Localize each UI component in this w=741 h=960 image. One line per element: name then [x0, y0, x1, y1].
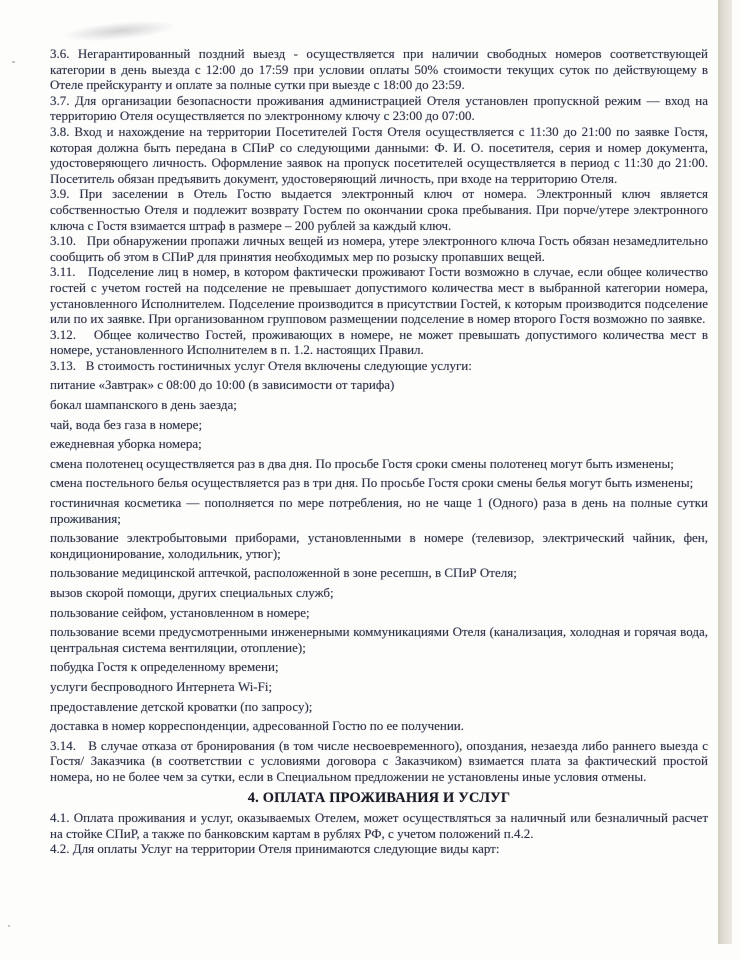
scan-speck-artifact: [8, 925, 10, 927]
service-item-safe: пользование сейфом, установленном в номере;: [50, 604, 310, 620]
clause-3-7: 3.7. Для организации безопасности проживания администрацией Отеля установлен пропускной режим — вход на территорию Отеля осуществляется по электронному ключу с 23:00 до 07:00.: [50, 92, 708, 124]
clause-4-2: 4.2. Для оплаты Услуг на территории Отеля принимаются следующие виды карт:: [50, 841, 500, 857]
service-item-champagne: бокал шампанского в день заезда;: [50, 397, 237, 413]
clause-3-8: 3.8. Вход и нахождение на территории Посетителей Гостя Отеля осуществляется с 11:30 до 21:00 по заявке Гостя, которая должна быть передана в СПиР со следующими данными: Ф. И. О. посетителя, серия и номер документа, удостоверяющего личность. Оформление заявок на пропуск посетителей осуществляется в период с 11:30 до 21:00. Посетитель обязан предъявить документ, удостоверяющий личность, при входе на территорию Отеля.: [50, 123, 708, 186]
service-item-emergency-call: вызов скорой помощи, других специальных служб;: [50, 585, 334, 600]
service-item-wake-up-call: побудка Гостя к определенному времени;: [50, 659, 279, 675]
clause-3-12: 3.12. Общее количество Гостей, проживающих в номере, не может превышать допустимого количества мест в номере, установленного Исполнителем в п. 1.2. настоящих Правил.: [50, 326, 708, 358]
scan-speck-artifact: [12, 61, 15, 63]
service-item-breakfast: питание «Завтрак» с 08:00 до 10:00 (в зависимости от тарифа): [50, 377, 395, 393]
service-item-utilities: пользование всеми предусмотренными инженерными коммуникациями Отеля (канализация, холодная и горячая вода, центральная система вентиляции, отопление);: [50, 624, 708, 655]
clause-3-13-services-intro: 3.13. В стоимость гостиничных услуг Отеля включены следующие услуги:: [50, 357, 472, 373]
scan-page-edge-artifact: [718, 0, 732, 944]
service-item-daily-cleaning: ежедневная уборка номера;: [50, 436, 202, 452]
clause-3-11: 3.11. Подселение лиц в номер, в котором фактически проживают Гости возможно в случае, если общее количество гостей с учетом гостей на подселение не превышает допустимого количества мест в выбранной категории номера, установленного Исполнителем. Подселение производится в присутствии Гостей, к которым производится подселение или по их заявке. При организованном групповом размещении подселение в номер второго Гостя возможно по заявке.: [50, 264, 708, 327]
clause-4-1: 4.1. Оплата проживания и услуг, оказываемых Отелем, может осуществляться за наличный или безналичный расчет на стойке СПиР, а также по банковским картам в рублях РФ, с учетом положений п.4.2.: [50, 810, 708, 841]
service-item-baby-cot: предоставление детской кроватки (по запросу);: [50, 698, 313, 714]
clause-3-10: 3.10. При обнаружении пропажи личных вещей из номера, утере электронного ключа Гость обязан незамедлительно сообщить об этом в СПиР для принятия необходимых мер по розыску пропавших вещей.: [50, 233, 708, 264]
scan-smudge-artifact: [61, 17, 177, 45]
clause-3-9: 3.9. При заселении в Отель Гостю выдается электронный ключ от номера. Электронный ключ является собственностью Отеля и подлежит возврату Гостем по окончании срока пребывания. При порче/утере электронного ключа с Гостя взимается штраф в размере – 200 рублей за каждый ключ.: [50, 186, 708, 233]
service-item-linen-change: смена постельного белья осуществляется раз в три дня. По просьбе Гостя сроки смены белья могут быть изменены;: [50, 475, 694, 491]
section-4-heading: 4. ОПЛАТА ПРОЖИВАНИЯ И УСЛУГ: [247, 789, 511, 806]
document-body: [50, 46, 708, 857]
service-item-appliances: пользование электробытовыми приборами, установленными в номере (телевизор, электрический чайник, фен, кондиционирование, холодильник, утюг);: [50, 530, 708, 561]
service-item-towel-change: смена полотенец осуществляется раз в два дня. По просьбе Гостя сроки смены полотенец могут быть изменены;: [50, 455, 674, 471]
service-item-mail-delivery: доставка в номер корреспонденции, адресованной Гостю по ее получении.: [50, 718, 465, 734]
clause-3-6: 3.6. Негарантированный поздний выезд - осуществляется при наличии свободных номеров соответствующей категории в день выезда с 12:00 до 17:59 при условии оплаты 50% стоимости текущих суток по действующему в Отеле прейскуранту и оплате за полные сутки при выезде с 18:00 до 23:59.: [50, 46, 708, 93]
service-item-first-aid-kit: пользование медицинской аптечкой, расположенной в зоне ресепшн, в СПиР Отеля;: [50, 565, 517, 581]
service-item-tea-water: чай, вода без газа в номере;: [50, 416, 203, 432]
clause-3-14: 3.14. В случае отказа от бронирования (в том числе несвоевременного), опоздания, незаезда либо раннего выезда с Гостя/ Заказчика (в соответствии с условиями договора с Заказчиком) взимается плата за фактический простой номера, но не более чем за сутки, если в Специальном предложении не установлены иные условия отмены.: [50, 737, 708, 784]
service-item-cosmetics: гостиничная косметика — пополняется по мере потребления, но не чаще 1 (Одного) раза в день на полные сутки проживания;: [50, 495, 708, 526]
service-item-wifi: услуги беспроводного Интернета Wi-Fi;: [50, 678, 273, 694]
